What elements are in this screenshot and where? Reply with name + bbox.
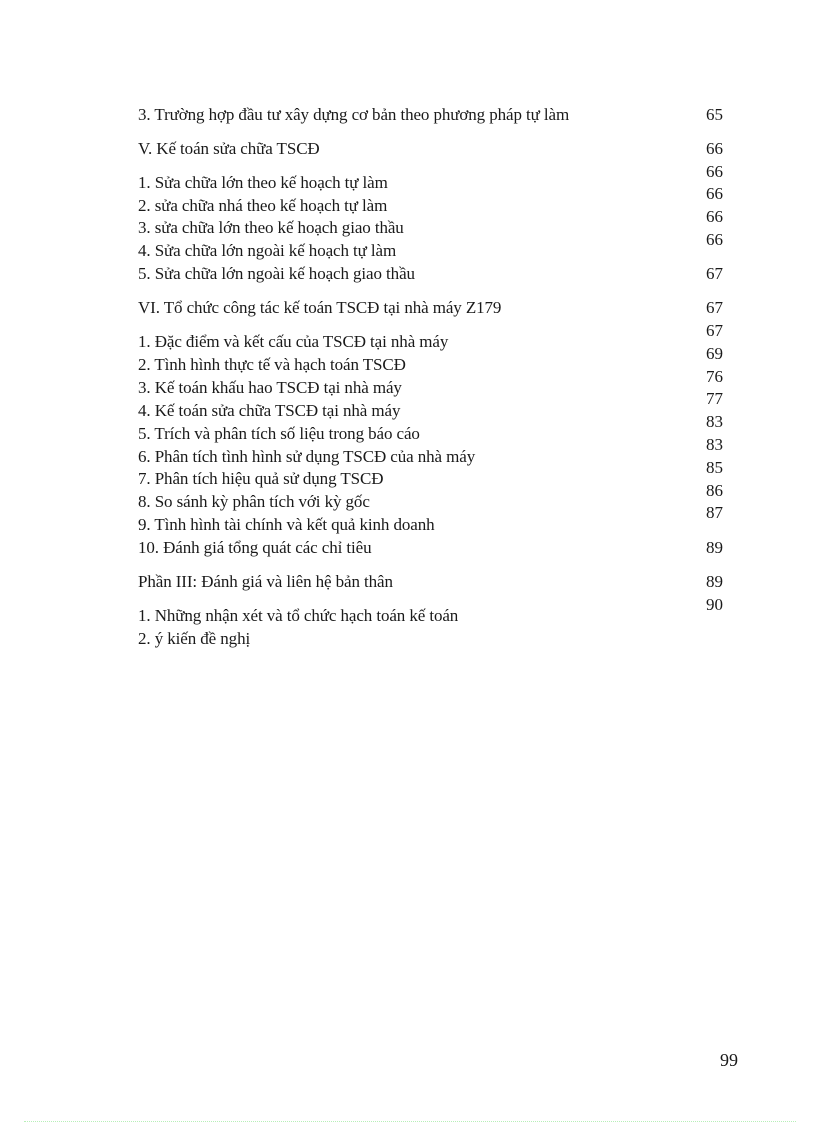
- toc-page-number: 77: [706, 389, 723, 408]
- toc-page-number: 90: [706, 595, 723, 614]
- toc-entry-label: 7. Phân tích hiệu quả sử dụng TSCĐ: [138, 469, 384, 488]
- toc-page-number: 65: [706, 105, 723, 124]
- toc-section-label: VI. Tổ chức công tác kế toán TSCĐ tại nhà máy Z179: [138, 298, 502, 317]
- toc-page-number: 66: [706, 230, 723, 249]
- toc-entry-label: 2. Tình hình thực tế và hạch toán TSCĐ: [138, 355, 406, 374]
- toc-entry-label: 6. Phân tích tình hình sử dụng TSCĐ của nhà máy: [138, 447, 476, 466]
- toc-entry-label: 5. Sửa chữa lớn ngoài kế hoạch giao thầu: [138, 264, 415, 283]
- toc-entry-label: 3. sửa chữa lớn theo kế hoạch giao thầu: [138, 218, 404, 237]
- toc-page-number: 66: [706, 139, 723, 158]
- toc-entry-label: 8. So sánh kỳ phân tích với kỳ gốc: [138, 492, 370, 511]
- toc-entry-label: 5. Trích và phân tích số liệu trong báo cáo: [138, 424, 420, 443]
- toc-page-number: 66: [706, 162, 723, 181]
- toc-entry-label: 2. sửa chữa nhá theo kế hoạch tự làm: [138, 196, 388, 215]
- toc-entry-label: 1. Những nhận xét và tổ chức hạch toán kế toán: [138, 606, 459, 625]
- toc-page-number: 67: [706, 321, 723, 340]
- toc-entry-label: 3. Trường hợp đầu tư xây dựng cơ bản theo phương pháp tự làm: [138, 105, 570, 124]
- toc-page-number: 66: [706, 184, 723, 203]
- page-border-dotted: [24, 1121, 796, 1122]
- toc-entry-label: 9. Tình hình tài chính và kết quả kinh doanh: [138, 515, 435, 534]
- toc-section-label: V. Kế toán sửa chữa TSCĐ: [138, 139, 320, 158]
- page-number: 99: [720, 1050, 738, 1070]
- toc-section-label: Phần III: Đánh giá và liên hệ bản thân: [138, 572, 393, 591]
- toc-entry-label: 3. Kế toán khấu hao TSCĐ tại nhà máy: [138, 378, 402, 397]
- toc-page-number: 85: [706, 458, 723, 477]
- toc-page-number: 67: [706, 264, 723, 283]
- toc-page-number: 76: [706, 367, 723, 386]
- toc-page-number: 83: [706, 412, 723, 431]
- toc-entry-label: 10. Đánh giá tổng quát các chỉ tiêu: [138, 538, 372, 557]
- toc-page-number: 66: [706, 207, 723, 226]
- toc-page-number: 86: [706, 481, 723, 500]
- toc-page-number: 67: [706, 298, 723, 317]
- toc-page-number: 69: [706, 344, 723, 363]
- toc-entry-label: 1. Đặc điểm và kết cấu của TSCĐ tại nhà máy: [138, 332, 449, 351]
- toc-page-number: 89: [706, 572, 723, 591]
- toc-entry-label: 4. Kế toán sửa chữa TSCĐ tại nhà máy: [138, 401, 401, 420]
- toc-entry-label: 2. ý kiến đề nghị: [138, 629, 251, 648]
- toc-page-number: 87: [706, 503, 723, 522]
- toc-page-number: 89: [706, 538, 723, 557]
- toc-entry-label: 4. Sửa chữa lớn ngoài kế hoạch tự làm: [138, 241, 397, 260]
- toc-entry-label: 1. Sửa chữa lớn theo kế hoạch tự làm: [138, 173, 388, 192]
- toc-page-number: 83: [706, 435, 723, 454]
